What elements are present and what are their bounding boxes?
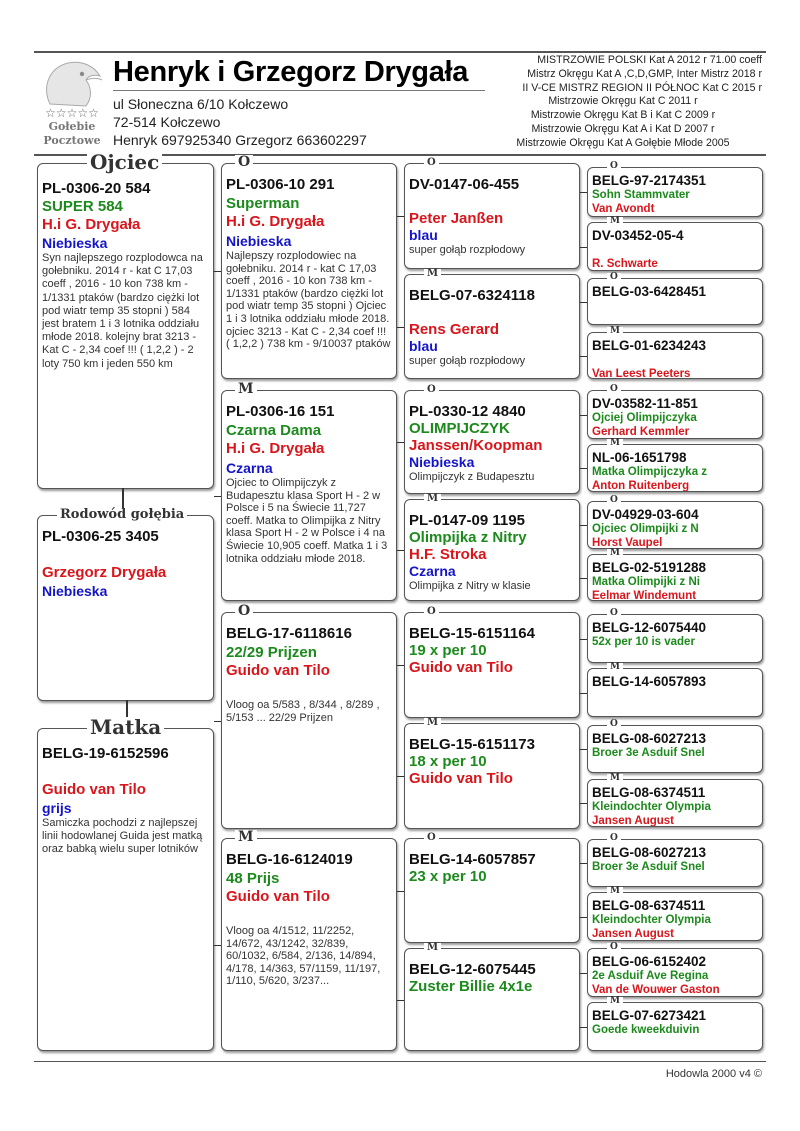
plumage-color: [226, 681, 392, 700]
box-label: O: [424, 607, 439, 617]
achievement: MISTRZOWIE POLSKI Kat A 2012 r 71.00 coeff: [537, 54, 762, 66]
ring-number: PL-0306-10 291: [226, 176, 335, 193]
box-label: O: [607, 943, 621, 952]
pigeon-name: 23 x per 10: [409, 868, 487, 885]
pigeon-name: [42, 546, 209, 564]
achievement: II V-CE MISTRZ REGION II PÓŁNOC Kat C 2015 r: [522, 81, 762, 94]
gen4-sire-box[interactable]: [587, 278, 763, 325]
logo-stars: ☆☆☆☆☆: [45, 106, 99, 120]
box-label: O: [607, 162, 621, 171]
gen3-sire-box[interactable]: [404, 163, 580, 269]
ring-number: NL-06-1651798: [592, 450, 687, 465]
achievement: Mistrz Okręgu Kat A ,C,D,GMP, Inter Mistrz 2018 r: [527, 67, 762, 80]
phone-numbers: Henryk 697925340 Grzegorz 663602297: [113, 132, 367, 148]
pigeon-name: [409, 304, 575, 321]
gen4-dam-box[interactable]: [587, 892, 763, 941]
plumage-color: [226, 907, 392, 926]
pigeon-name: Kleindochter Olympia: [592, 914, 711, 926]
breeder-name: Rens Gerard: [409, 321, 500, 338]
plumage-color: Czarna: [409, 563, 456, 579]
breeder-name: Guido van Tilo: [42, 781, 146, 798]
pigeon-name: [409, 193, 575, 210]
connector-line: [580, 356, 587, 357]
gen3-sire-box[interactable]: [404, 390, 580, 494]
box-label: M: [607, 549, 623, 558]
ring-number: BELG-14-6057857: [409, 851, 536, 868]
breeder-name: [409, 995, 575, 1012]
breeder-name: [592, 1037, 758, 1051]
box-label: M: [607, 997, 623, 1006]
pigeon-name: Ojciej Olimpijczyka: [592, 412, 697, 424]
breeder-name: Guido van Tilo: [409, 770, 513, 787]
pigeon-notes: Vloog oa 4/1512, 11/2252, 14/672, 43/1242, 32/839, 60/1032, 6/584, 2/136, 14/894, 4/178, 14/363, 57/1159, 11/197, 1/110, 5/620, 3/237...: [226, 925, 381, 988]
box-label: M: [607, 663, 623, 672]
pigeon-name: Matka Olimpijki z Ni: [592, 576, 700, 588]
plumage-color: Niebieska: [409, 454, 475, 470]
ring-number: BELG-97-2174351: [592, 173, 707, 188]
gen4-sire-box[interactable]: [587, 501, 763, 549]
connector-line: [580, 578, 587, 579]
breeder-name: R. Schwarte: [592, 258, 658, 270]
pigeon-name: [592, 243, 758, 257]
plumage-color: Niebieska: [42, 583, 108, 599]
pigeon-notes: super gołąb rozpłodowy: [409, 244, 526, 256]
gen3-sire-box[interactable]: [404, 612, 580, 718]
achievement: Mistrzowie Okręgu Kat C 2011 r: [548, 95, 698, 108]
gen2-dam-box[interactable]: [221, 390, 397, 601]
connector-line: [580, 415, 587, 416]
pigeon-name: OLIMPIJCZYK: [409, 420, 510, 437]
gen4-dam-box[interactable]: [587, 444, 763, 492]
gen2-sire-box[interactable]: [221, 163, 397, 379]
pigeon-notes: Ojciec to Olimpijczyk z Budapesztu klasa Sport H - 2 w Polsce i 5 na Świecie 11,727 coeff. Matka to Olimpijka z Nitry klasa Sport H - 2 w Polsce i 4 na Świecie 10,905 coeff. Matka 1 i 3 lotnika oddziału młode 2018.: [226, 477, 388, 565]
pigeon-name: [592, 689, 758, 703]
breeder-name: [592, 760, 758, 773]
breeder-name: H.i G. Drygała: [42, 216, 141, 233]
ring-number: BELG-08-6374511: [592, 898, 706, 913]
pigeon-box[interactable]: [37, 515, 214, 701]
breeder-name: Jansen August: [592, 928, 675, 940]
breeder-name: Van Leest Peeters: [592, 368, 691, 379]
pigeon-name: Broer 3e Asduif Snel: [592, 861, 705, 873]
ring-number: PL-0306-25 3405: [42, 528, 159, 545]
connector-line: [397, 665, 404, 666]
footer-rule: [34, 1061, 766, 1062]
ring-number: BELG-15-6151173: [409, 736, 535, 753]
ring-number: BELG-12-6075445: [409, 961, 536, 978]
pigeon-name: SUPER 584: [42, 198, 123, 215]
ring-number: BELG-14-6057893: [592, 674, 707, 689]
connector-line: [397, 216, 404, 217]
ring-number: PL-0330-12 4840: [409, 403, 526, 420]
connector-line: [397, 776, 404, 777]
gen4-dam-box[interactable]: [587, 779, 763, 827]
connector-line: [580, 247, 587, 248]
gen2-dam-box[interactable]: [221, 838, 397, 1051]
box-label: O: [607, 609, 621, 618]
box-label: Ojciec: [87, 152, 162, 172]
ring-number: BELG-02-5191288: [592, 560, 707, 575]
connector-line: [397, 442, 404, 443]
ring-number: BELG-08-6027213: [592, 845, 707, 860]
ring-number: BELG-07-6324118: [409, 287, 535, 304]
connector-line: [580, 863, 587, 864]
breeder-name: [592, 649, 758, 663]
box-label: O: [235, 604, 253, 618]
ring-number: BELG-12-6075440: [592, 620, 707, 635]
gen4-sire-box[interactable]: [587, 390, 763, 439]
box-label: M: [424, 943, 441, 953]
pigeon-notes: Samiczka pochodzi z najlepszej linii hodowlanej Guida jest matką oraz babką wielu super lotników: [42, 817, 203, 856]
pigeon-name: Zuster Billie 4x1e: [409, 978, 533, 995]
ring-number: PL-0306-20 584: [42, 180, 151, 197]
pigeon-name: 19 x per 10: [409, 642, 487, 659]
pigeon-notes: Olimpijka z Nitry w klasie: [409, 580, 531, 592]
pigeon-name: Matka Olimpijczyka z: [592, 466, 708, 478]
breeder-name: Eelmar Windemunt: [592, 590, 697, 601]
connector-line: [214, 271, 221, 272]
breeder-name: Grzegorz Drygała: [42, 564, 167, 581]
title-underline: [113, 90, 485, 91]
top-rule: [34, 51, 766, 53]
sire-box[interactable]: [37, 163, 214, 489]
breeder-name: H.i G. Drygała: [226, 440, 325, 457]
footer-credit: Hodowla 2000 v4 ©: [665, 1068, 762, 1080]
pigeon-notes: Vloog oa 5/583 , 8/344 , 8/289 , 5/153 ... 22/29 Prijzen: [226, 699, 380, 724]
address-city: 72-514 Kołczewo: [113, 114, 221, 130]
gen3-dam-box[interactable]: [404, 948, 580, 1051]
plumage-color: [409, 902, 575, 919]
pigeon-notes: Syn najlepszego rozplodowca na gołebniku. 2014 r - kat C 17,03 coeff , 2016 - 10 kon 738 km - 1/1331 ptaków (bardzo ciężki lot pod wiatr temp 35 stopni ) 584 jest bratem 1 i 3 lotnika oddziału młode 2018. kolejny brat 3213 - Kat C - 2,34 coef !!! ( 1,2,2 ) - 2 loty 750 km i jeden 550 km: [42, 252, 203, 370]
pigeon-notes: Olimpijczyk z Budapesztu: [409, 471, 535, 483]
box-label: M: [607, 327, 623, 336]
pigeon-logo: [36, 58, 108, 153]
gen4-sire-box[interactable]: [587, 614, 763, 663]
pigeon-name: 52x per 10 is vader: [592, 636, 695, 648]
pigeon-name: 22/29 Prijzen: [226, 643, 317, 661]
plumage-color: [409, 787, 575, 804]
connector-line: [397, 1000, 404, 1001]
box-label: O: [607, 834, 621, 843]
pigeon-name: Ojciec Olimpijki z N: [592, 523, 699, 535]
breeder-name: [592, 874, 758, 887]
box-label: O: [424, 833, 439, 843]
connector-line: [580, 749, 587, 750]
ring-number: BELG-03-6428451: [592, 284, 707, 299]
gen4-sire-box[interactable]: [587, 839, 763, 887]
pigeon-name: Czarna Dama: [226, 421, 322, 439]
achievements-list: [478, 54, 768, 151]
ring-number: BELG-01-6234243: [592, 338, 707, 353]
gen4-sire-box[interactable]: [587, 167, 763, 217]
breeder-name: Guido van Tilo: [226, 662, 330, 679]
pigeon-name: 18 x per 10: [409, 753, 487, 770]
gen4-sire-box[interactable]: [587, 948, 763, 997]
breeder-name: H.F. Stroka: [409, 546, 487, 563]
plumage-color: [409, 1012, 575, 1029]
pigeon-name: Sohn Stammvater: [592, 189, 690, 201]
gen3-dam-box[interactable]: [404, 274, 580, 379]
ring-number: DV-04929-03-604: [592, 507, 699, 522]
breeder-name: Van de Wouwer Gaston: [592, 984, 720, 996]
ring-number: PL-0306-16 151: [226, 403, 335, 420]
connector-line: [580, 639, 587, 640]
dam-box[interactable]: [37, 728, 214, 1051]
connector-line: [397, 327, 404, 328]
breeder-name: Anton Ruitenberg: [592, 480, 690, 492]
box-label: M: [424, 494, 441, 504]
gen2-sire-box[interactable]: [221, 612, 397, 829]
breeder-name: [592, 313, 758, 325]
plumage-color: Czarna: [226, 459, 273, 476]
box-label: Rodowód gołębia: [57, 508, 187, 521]
gen3-dam-box[interactable]: [404, 499, 580, 601]
box-label: M: [424, 269, 441, 279]
breeder-name: Horst Vaupel: [592, 537, 663, 549]
logo-text-2: Pocztowe: [43, 134, 101, 147]
plumage-color: Niebieska: [42, 235, 108, 251]
pigeon-name: Superman: [226, 194, 300, 212]
gen4-dam-box[interactable]: [587, 332, 763, 379]
ring-number: BELG-16-6124019: [226, 851, 353, 868]
box-label: O: [607, 720, 621, 729]
connector-line: [580, 693, 587, 694]
box-label: O: [607, 496, 621, 505]
box-label: M: [235, 830, 257, 844]
ring-number: BELG-19-6152596: [42, 745, 169, 762]
pigeon-notes: Najlepszy rozplodowiec na gołebniku. 2014 r - kat C 17,03 coeff , 2016 - 10 kon 738 km - 1/1331 ptaków (bardzo ciężki lot pod wiatr temp 35 stopni ) Ojciec 1 i 3 lotnika oddziału młode 2018. ojciec 3213 - Kat C - 2,34 coef !!! ( 1,2,2 ) 738 km - 9/10037 ptaków: [226, 250, 391, 351]
breeder-name: Guido van Tilo: [409, 659, 513, 676]
breeder-name: Janssen/Koopman: [409, 437, 543, 454]
connector-line: [580, 917, 587, 918]
box-label: Matka: [87, 717, 164, 737]
pigeon-name: [42, 763, 209, 781]
connector-line: [580, 302, 587, 303]
box-label: O: [424, 158, 439, 168]
connector-line: [214, 721, 221, 722]
connector-line: [580, 192, 587, 193]
connector-line: [214, 945, 221, 946]
breeder-name: Van Avondt: [592, 203, 655, 215]
connector-line: [580, 1027, 587, 1028]
pigeon-name: 2e Asduif Ave Regina: [592, 970, 709, 982]
pigeon-name: [592, 299, 758, 313]
pigeon-notes: super gołąb rozpłodowy: [409, 355, 526, 367]
breeder-name: [592, 703, 758, 717]
breeder-name: Peter Janßen: [409, 210, 504, 227]
breeder-name: [409, 885, 575, 902]
achievement: Mistrzowie Okręgu Kat A Gołębie Młode 2005: [516, 136, 730, 149]
breeder-title: Henryk i Grzegorz Drygała: [113, 56, 469, 88]
ring-number: BELG-07-6273421: [592, 1008, 707, 1023]
box-label: M: [424, 718, 441, 728]
ring-number: DV-0147-06-455: [409, 176, 520, 193]
breeder-name: Jansen August: [592, 815, 675, 827]
achievement: Mistrzowie Okręgu Kat B i Kat C 2009 r: [530, 109, 716, 122]
box-label: M: [607, 887, 623, 896]
plumage-color: [409, 676, 575, 693]
pigeon-head-icon: [36, 58, 108, 108]
plumage-color: blau: [409, 227, 438, 243]
pigeon-name: [592, 353, 758, 367]
ring-number: PL-0147-09 1195: [409, 512, 525, 529]
ring-number: BELG-17-6118616: [226, 625, 352, 642]
ring-number: BELG-06-6152402: [592, 954, 707, 969]
ring-number: DV-03452-05-4: [592, 228, 684, 243]
connector-line: [580, 468, 587, 469]
plumage-color: Niebieska: [226, 232, 292, 249]
gen4-dam-box[interactable]: [587, 668, 763, 717]
box-label: O: [607, 273, 621, 282]
box-label: O: [607, 385, 621, 394]
pigeon-name: Goede kweekduivin: [592, 1024, 700, 1036]
logo-text-1: Gołebie: [48, 120, 96, 133]
achievement: Mistrzowie Okręgu Kat A i Kat D 2007 r: [531, 122, 715, 135]
connector-line: [214, 496, 221, 497]
pigeon-name: Kleindochter Olympia: [592, 801, 711, 813]
gen4-dam-box[interactable]: [587, 1002, 763, 1051]
pigeon-name: 48 Prijs: [226, 869, 280, 887]
plumage-color: blau: [409, 338, 438, 354]
gen3-sire-box[interactable]: [404, 838, 580, 943]
box-label: M: [607, 217, 623, 226]
breeder-name: Guido van Tilo: [226, 888, 330, 905]
connector-line: [397, 891, 404, 892]
connector-line: [580, 803, 587, 804]
gen3-dam-box[interactable]: [404, 723, 580, 829]
breeder-name: H.i G. Drygała: [226, 213, 325, 230]
plumage-color: grijs: [42, 800, 72, 816]
breeder-name: Gerhard Kemmler: [592, 426, 690, 438]
box-label: O: [235, 155, 253, 169]
pigeon-name: Olimpijka z Nitry: [409, 529, 527, 546]
address-street: ul Słoneczna 6/10 Kołczewo: [113, 96, 289, 112]
box-label: M: [235, 382, 257, 396]
gen4-dam-box[interactable]: [587, 222, 763, 271]
box-label: M: [607, 774, 623, 783]
pigeon-name: Broer 3e Asduif Snel: [592, 747, 705, 759]
ring-number: DV-03582-11-851: [592, 396, 698, 411]
ring-number: BELG-15-6151164: [409, 625, 535, 642]
connector-line: [397, 550, 404, 551]
ring-number: BELG-08-6027213: [592, 731, 707, 746]
box-label: O: [424, 385, 439, 395]
connector-line: [580, 973, 587, 974]
connector-line: [580, 525, 587, 526]
gen4-dam-box[interactable]: [587, 554, 763, 601]
box-label: M: [607, 439, 623, 448]
gen4-sire-box[interactable]: [587, 725, 763, 773]
ring-number: BELG-08-6374511: [592, 785, 706, 800]
